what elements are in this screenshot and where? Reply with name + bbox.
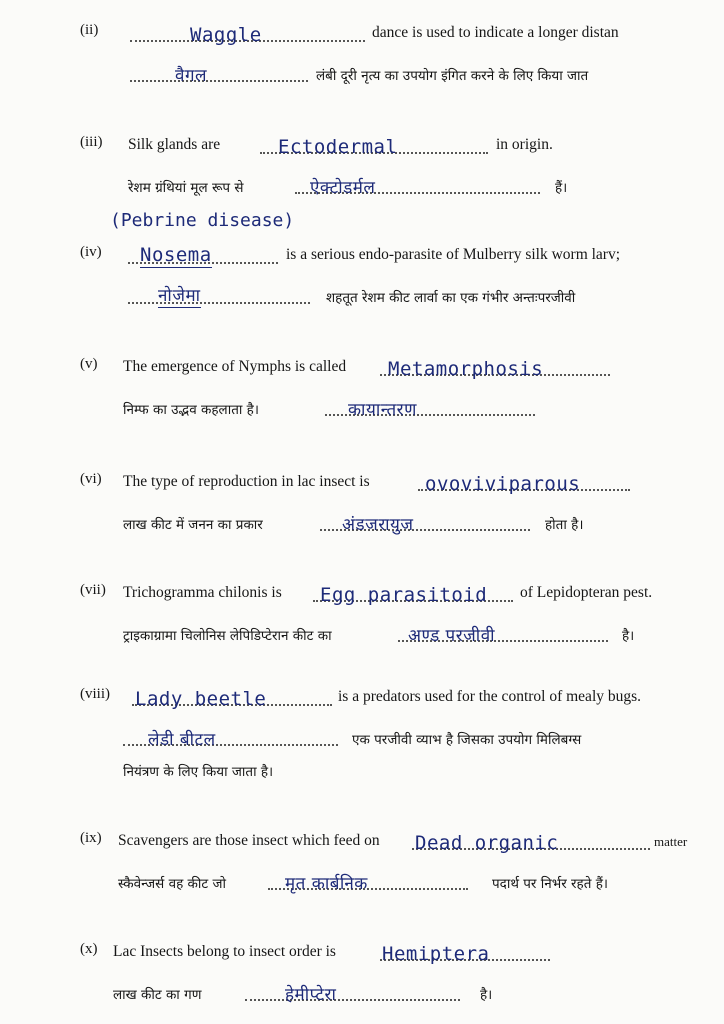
question-vi [80, 467, 724, 547]
handwritten-answer: Hemiptera [382, 943, 490, 965]
question-iv-english-line [80, 240, 724, 280]
question-vii [80, 578, 724, 658]
question-viii [80, 682, 724, 796]
question-text: लाख कीट का गण [113, 987, 202, 1003]
question-text: है। [480, 987, 493, 1003]
question-text: in origin. [496, 136, 553, 153]
question-text: हैं। [555, 180, 568, 196]
answer-blank [245, 999, 460, 1001]
question-viii-hindi-line-2 [80, 762, 724, 796]
handwritten-answer: कायान्तरण [348, 400, 417, 420]
handwritten-answer: मृत कार्बनिक [285, 874, 368, 894]
question-text: रेशम ग्रंथियां मूल रूप से [128, 180, 244, 196]
handwritten-answer: वैगल [175, 66, 208, 86]
question-text: Silk glands are [128, 136, 221, 153]
question-text: matter [654, 834, 688, 849]
handwritten-answer: ovoviviparous [425, 473, 581, 495]
question-text: Lac Insects belong to insect order is [113, 943, 336, 960]
question-text: is a predators used for the control of mealy bugs. [338, 688, 642, 705]
question-ii-english-line [80, 18, 724, 58]
handwritten-answer: नोजेमा [158, 283, 201, 308]
question-text: dance is used to indicate a longer distan [372, 24, 619, 41]
question-ii [80, 18, 724, 98]
question-text: of Lepidopteran pest. [520, 584, 653, 601]
question-text: Trichogramma chilonis is [123, 584, 282, 601]
handwritten-answer: Lady beetle [135, 688, 267, 710]
question-number: (ix) [80, 830, 102, 846]
question-x-english-line [80, 937, 724, 977]
question-text: The emergence of Nymphs is called [123, 358, 347, 375]
question-vi-english-line [80, 467, 724, 507]
question-text: पदार्थ पर निर्भर रहते हैं। [492, 876, 608, 892]
question-ii-hindi-line [80, 58, 724, 98]
handwritten-answer: ऐक्टोडर्मल [310, 178, 376, 198]
question-text: ट्राइकाग्रामा चिलोनिस लेपिडिप्टेरान कीट का [123, 628, 332, 644]
question-iii-hindi-line [80, 170, 724, 210]
question-number: (iv) [80, 244, 102, 260]
question-vi-hindi-line [80, 507, 724, 547]
question-number: (x) [80, 941, 98, 957]
question-text: निम्फ का उद्भव कहलाता है। [123, 402, 259, 418]
handwritten-answer: अण्ड परजीवी [408, 626, 496, 646]
handwritten-answer: Dead organic [415, 832, 559, 854]
question-text: होता है। [545, 517, 584, 533]
handwritten-answer: हेमीप्टेरा [285, 985, 337, 1005]
question-text: लंबी दूरी नृत्य का उपयोग इंगित करने के लिए किया जात [316, 68, 589, 84]
question-text: नियंत्रण के लिए किया जाता है। [123, 764, 274, 780]
handwritten-answer: Waggle [190, 24, 262, 46]
question-text: लाख कीट में जनन का प्रकार [123, 517, 263, 533]
question-text: is a serious endo-parasite of Mulberry silk worm larv; [286, 246, 621, 263]
question-text: Scavengers are those insect which feed on [118, 832, 380, 849]
question-number: (iii) [80, 134, 103, 150]
question-number: (v) [80, 356, 98, 372]
handwritten-answer: Ectodermal [278, 136, 398, 158]
question-ix [80, 826, 724, 906]
question-vii-english-line [80, 578, 724, 618]
question-iii [80, 130, 724, 210]
question-v [80, 352, 724, 432]
question-viii-english-line [80, 682, 724, 722]
question-ix-hindi-line [80, 866, 724, 906]
handwritten-answer: Egg parasitoid [320, 584, 488, 606]
answer-blank [130, 80, 308, 82]
answer-blank [128, 302, 310, 304]
question-number: (viii) [80, 686, 110, 702]
question-text: स्कैवेन्जर्स वह कीट जो [118, 876, 227, 892]
question-viii-hindi-line [80, 722, 724, 762]
question-v-english-line [80, 352, 724, 392]
question-number: (vi) [80, 471, 102, 487]
handwritten-answer: Nosema [140, 244, 212, 266]
question-iv-hindi-line [80, 280, 724, 320]
question-iii-english-line [80, 130, 724, 170]
question-number: (ii) [80, 22, 99, 38]
question-x [80, 937, 724, 1017]
handwritten-note: (Pebrine disease) [110, 210, 295, 231]
question-vii-hindi-line [80, 618, 724, 658]
question-text: शहतूत रेशम कीट लार्वा का एक गंभीर अन्तःपरजीवी [326, 290, 576, 306]
question-text: एक परजीवी व्याभ है जिसका उपयोग मिलिबग्स [352, 732, 582, 748]
handwritten-answer: Metamorphosis [388, 358, 544, 380]
question-text: The type of reproduction in lac insect is [123, 473, 370, 490]
question-iv [80, 240, 724, 320]
question-number: (vii) [80, 582, 106, 598]
handwritten-answer: अंडजरायुज [342, 515, 414, 535]
question-v-hindi-line [80, 392, 724, 432]
question-text: है। [622, 628, 635, 644]
question-ix-english-line [80, 826, 724, 866]
handwritten-answer: लेडी बीटल [148, 730, 216, 750]
question-x-hindi-line [80, 977, 724, 1017]
